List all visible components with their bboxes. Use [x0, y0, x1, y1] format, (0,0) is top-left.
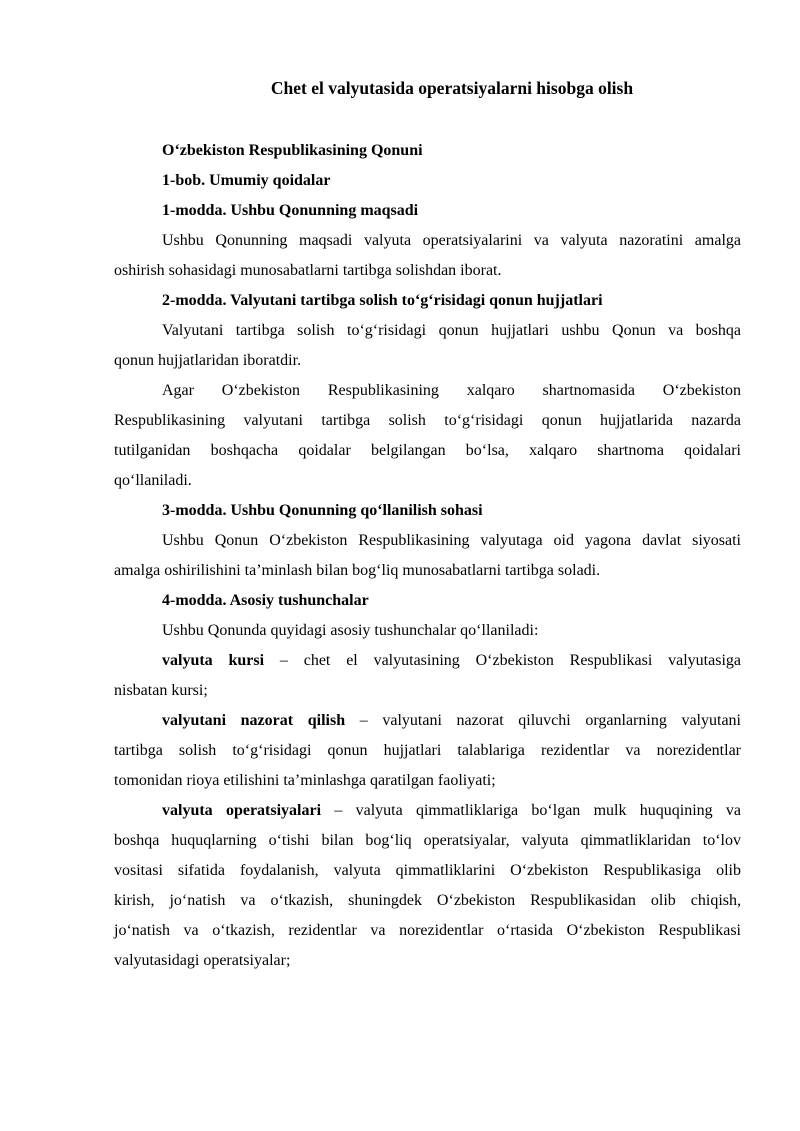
definition-line: vositasi sifatida foydalanish, valyuta qimmatliklarini O‘zbekiston Respublikasiga olib [114, 862, 741, 879]
definition-line [162, 796, 741, 826]
article-2-text-line: Valyutani tartibga solish to‘g‘risidagi qonun hujjatlari ushbu Qonun va boshqa [162, 322, 741, 339]
article-2-text-line: Agar O‘zbekiston Respublikasining xalqaro shartnomasida O‘zbekiston [162, 382, 741, 399]
article-2-text-line: qonun hujjatlaridan iboratdir. [114, 352, 302, 369]
chapter-heading: 1-bob. Umumiy qoidalar [162, 172, 331, 189]
article-2-text-line: qo‘llaniladi. [114, 472, 192, 489]
definition-term: valyutani nazorat qilish [162, 712, 346, 729]
definition-line: tartibga solish to‘g‘risidagi qonun hujjatlari talablariga rezidentlar va norezidentlar [114, 742, 741, 759]
definition-line [162, 706, 741, 736]
definition-line: valyutasidagi operatsiyalar; [114, 952, 291, 969]
definition-line [162, 646, 741, 676]
definition-line: kirish, jo‘natish va o‘tkazish, shuningdek O‘zbekiston Respublikasidan olib chiqish, [114, 892, 741, 909]
definition-text: – valyuta qimmatliklariga bo‘lgan mulk huquqining va [321, 802, 742, 819]
definition-text: – valyutani nazorat qiluvchi organlarning valyutani [345, 712, 741, 729]
definition-term: valyuta kursi [162, 652, 265, 669]
article-1-text-line: oshirish sohasidagi munosabatlarni tartibga solishdan iborat. [114, 262, 502, 279]
definition-line: nisbatan kursi; [114, 682, 208, 699]
article-2-text-line: Respublikasining valyutani tartibga solish to‘g‘risidagi qonun hujjatlarida nazarda [114, 412, 741, 429]
definition-line: jo‘natish va o‘tkazish, rezidentlar va norezidentlar o‘rtasida O‘zbekiston Respublikasi [114, 922, 741, 939]
article-2-heading: 2-modda. Valyutani tartibga solish to‘g‘risidagi qonun hujjatlari [162, 292, 603, 309]
definition-line: boshqa huquqlarning o‘tishi bilan bog‘liq operatsiyalar, valyuta qimmatliklaridan to‘lov [114, 832, 741, 849]
article-3-heading: 3-modda. Ushbu Qonunning qo‘llanilish sohasi [162, 502, 483, 519]
definition-line: tomonidan rioya etilishini ta’minlashga qaratilgan faoliyati; [114, 772, 496, 789]
document-title: Chet el valyutasida operatsiyalarni hisobga olish [270, 78, 634, 98]
article-3-text-line: amalga oshirilishini ta’minlash bilan bog‘liq munosabatlarni tartibga soladi. [114, 562, 601, 579]
article-4-intro: Ushbu Qonunda quyidagi asosiy tushunchalar qo‘llaniladi: [162, 622, 539, 639]
article-2-text-line: tutilganidan boshqacha qoidalar belgilangan bo‘lsa, xalqaro shartnoma qoidalari [114, 442, 741, 459]
definition-term: valyuta operatsiyalari [162, 802, 322, 819]
definition-text: – chet el valyutasining O‘zbekiston Respublikasi valyutasiga [264, 652, 742, 669]
law-heading: O‘zbekiston Respublikasining Qonuni [162, 142, 423, 159]
article-1-heading: 1-modda. Ushbu Qonunning maqsadi [162, 202, 419, 219]
article-1-text-line: Ushbu Qonunning maqsadi valyuta operatsiyalarini va valyuta nazoratini amalga [162, 232, 741, 249]
article-4-heading: 4-modda. Asosiy tushunchalar [162, 592, 369, 609]
article-3-text-line: Ushbu Qonun O‘zbekiston Respublikasining valyutaga oid yagona davlat siyosati [162, 532, 741, 549]
